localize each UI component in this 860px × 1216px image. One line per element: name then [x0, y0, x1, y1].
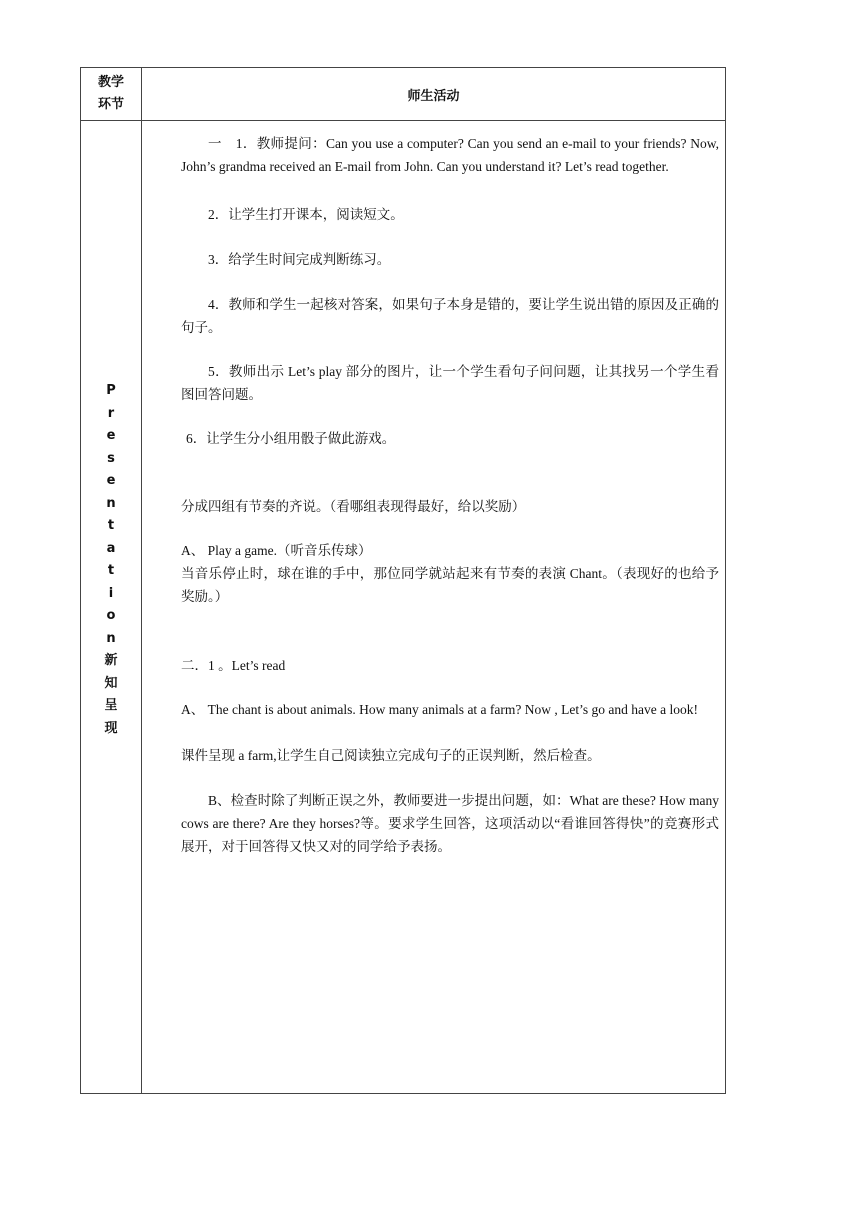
stage-header-line2: 环节: [97, 97, 124, 112]
lesson-plan-table: [80, 67, 726, 1094]
content-row: [81, 121, 726, 1094]
stage-label-char: t: [107, 518, 115, 533]
paragraph-lets-read: 二．1 。Let’s read: [181, 658, 286, 673]
paragraph-play-a-game: A、 Play a game.（听音乐传球）: [181, 543, 372, 558]
stage-header-cell: [81, 68, 142, 121]
activity-header-title: 师生活动: [407, 88, 460, 104]
stage-label-char: 知: [104, 675, 118, 691]
paragraph-dice-game: 6．让学生分小组用骰子做此游戏。: [186, 431, 396, 446]
stage-label-char: 新: [104, 653, 118, 668]
paragraph-chant-animals: A、 The chant is about animals. How many animals at a farm? Now , Let’s go and have a look!: [181, 702, 698, 717]
paragraph-group-chant: 分成四组有节奏的齐说。（看哪组表现得最好，给以奖励）: [181, 499, 526, 514]
paragraph-true-false-exercise: 3．给学生时间完成判断练习。: [208, 252, 391, 267]
stage-label-char: P: [106, 383, 116, 398]
stage-label-char: n: [106, 630, 116, 646]
stage-label-char: r: [107, 405, 115, 421]
activity-header-cell: [142, 68, 726, 121]
stage-header-line1: 教学: [97, 75, 124, 90]
paragraph-open-textbook: 2．让学生打开课本，阅读短文。: [208, 207, 404, 222]
paragraph-music-stops: 当音乐停止时，球在谁的手中，那位同学就站起来有节奏的表演 Chant。（表现好的也给予奖励。）: [181, 566, 719, 604]
stage-label-cell: [81, 121, 142, 1094]
stage-label-char: e: [106, 473, 116, 488]
paragraph-lets-play: 5．教师出示 Let’s play 部分的图片，让一个学生看句子问问题，让其找另一个学生看图回答问题。: [181, 364, 719, 402]
stage-label-char: 呈: [104, 698, 118, 713]
stage-label-char: t: [107, 563, 115, 578]
header-row: [81, 68, 726, 121]
stage-label-char: i: [108, 585, 114, 601]
stage-label-char: n: [106, 495, 116, 511]
paragraph-farm-courseware: 课件呈现 a farm,让学生自己阅读独立完成句子的正误判断，然后检查。: [181, 748, 601, 763]
stage-label-char: e: [106, 428, 116, 443]
stage-label-char: o: [106, 608, 116, 623]
paragraph-teacher-question: 一 1．教师提问：Can you use a computer? Can you send an e-mail to your friends? Now, John’s grandma received an E-mail from John. Can you understand it? Let’s read together.: [181, 136, 719, 174]
activity-content-cell: [142, 121, 726, 1094]
paragraph-further-questions: B、检查时除了判断正误之外，教师要进一步提出问题，如：What are these? How many cows are there? Are they horses?等。要求学生回答，这项活动以“看谁回答得快”的竞赛形式展开，对于回答得又快又对的同学给予表扬。: [181, 793, 719, 854]
paragraph-check-answers: 4．教师和学生一起核对答案，如果句子本身是错的，要让学生说出错的原因及正确的句子。: [181, 297, 719, 335]
stage-label-char: a: [106, 540, 116, 556]
stage-label-char: 现: [104, 720, 118, 736]
stage-label-char: s: [107, 450, 115, 466]
